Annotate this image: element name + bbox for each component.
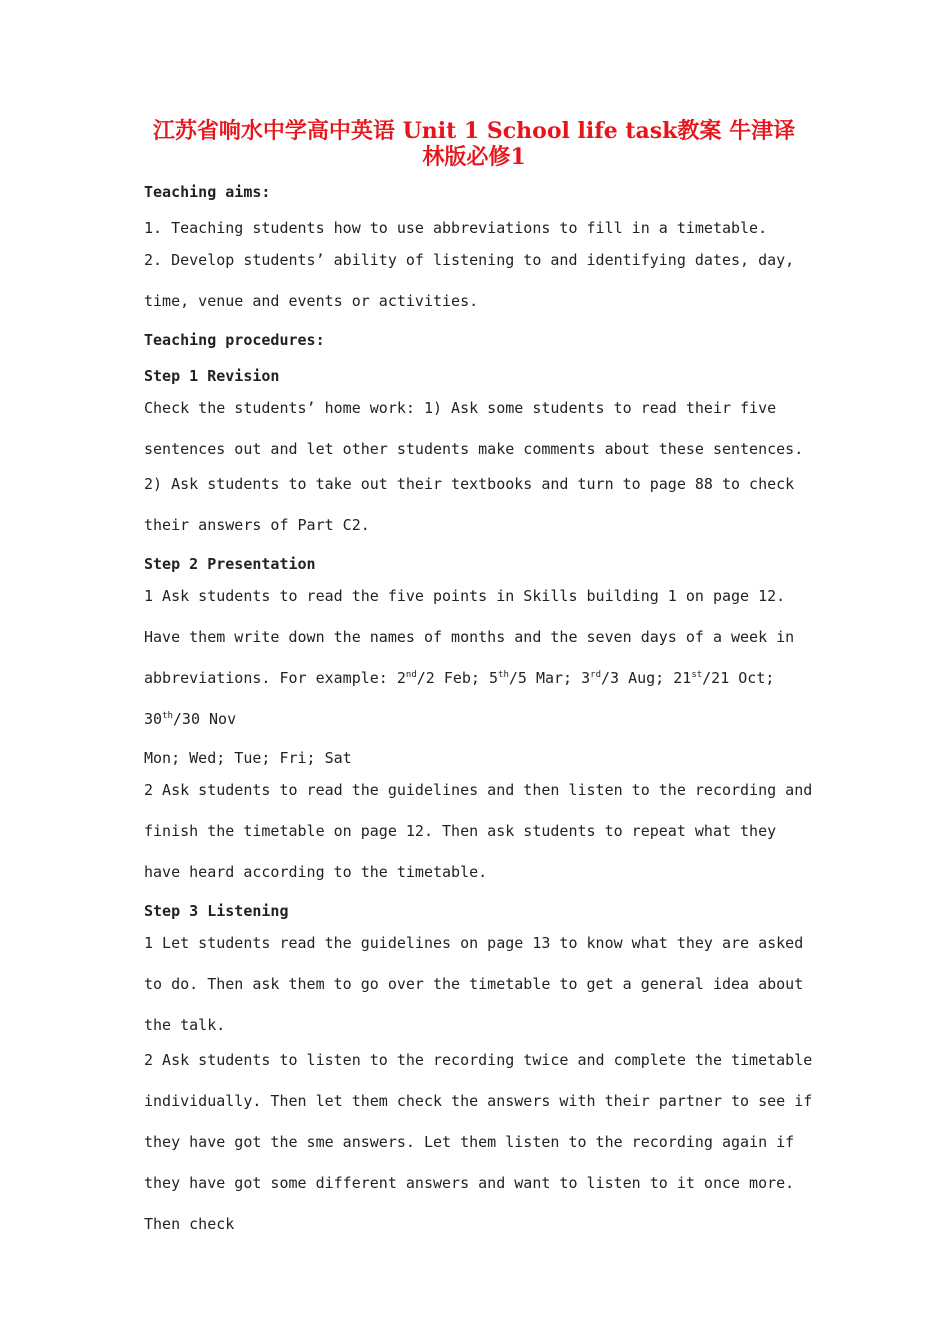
- date-abbreviation: /2 Feb;: [416, 669, 489, 687]
- date-number: 5: [489, 669, 499, 687]
- step-2-paragraph-1-text: 1 Ask students to read the five points in Skills building 1 on page 12. Have them write down the names of months and the seven days of a week in abbreviations. For example:: [144, 587, 795, 687]
- date-abbreviation: /21 Oct;: [702, 669, 775, 687]
- date-example: [144, 710, 236, 728]
- title-line-1: 江苏省响水中学高中英语 Unit 1 School life task教案 牛津译: [152, 118, 796, 144]
- step-3-paragraph-1: 1 Let students read the guidelines on page 13 to know what they are asked to do. Then ask them to go over the timetable to get a general idea about the talk.: [144, 934, 804, 1034]
- date-example: [673, 669, 774, 687]
- step-2-days: Mon; Wed; Tue; Fri; Sat: [144, 749, 352, 767]
- aim-1: 1. Teaching students how to use abbreviations to fill in a timetable.: [144, 219, 768, 237]
- date-abbreviation: /30 Nov: [172, 710, 237, 728]
- date-number: 21: [673, 669, 692, 687]
- date-suffix: th: [162, 711, 173, 721]
- document-page: [144, 118, 814, 1245]
- step-2-paragraph-1: [144, 576, 814, 740]
- procedures-heading: Teaching procedures:: [144, 331, 325, 349]
- aim-2: 2. Develop students’ ability of listening to and identifying dates, day, time, venue and events or activities.: [144, 251, 795, 310]
- document-title: [124, 118, 824, 170]
- step-1-paragraph-2: 2) Ask students to take out their textbooks and turn to page 88 to check their answers of Part C2.: [144, 475, 795, 534]
- date-example: [581, 669, 673, 687]
- title-line-2: 林版必修1: [422, 144, 526, 170]
- step-1-paragraph-1: Check the students’ home work: 1) Ask some students to read their five sentences out and let other students make comments about these sentences.: [144, 399, 804, 458]
- date-example: [397, 669, 489, 687]
- date-number: 30: [144, 710, 163, 728]
- date-number: 2: [396, 669, 406, 687]
- date-example: [489, 669, 581, 687]
- date-suffix: rd: [590, 670, 601, 680]
- date-suffix: th: [498, 670, 509, 680]
- step-3-paragraph-2: 2 Ask students to listen to the recording twice and complete the timetable individually. Then let them check the answers with their partner to see if they have got the sme answers. Let them listen to the recording again if they have got some different answers and want to listen to it once more. Then check: [144, 1051, 813, 1233]
- date-number: 3: [581, 669, 591, 687]
- date-abbreviation: /3 Aug;: [601, 669, 674, 687]
- step-2-paragraph-2: 2 Ask students to read the guidelines and then listen to the recording and finish the timetable on page 12. Then ask students to repeat what they have heard according to the timetable.: [144, 781, 813, 881]
- date-suffix: nd: [405, 670, 417, 680]
- date-suffix: st: [691, 670, 703, 680]
- step-3-heading: Step 3 Listening: [144, 902, 289, 920]
- step-1-heading: Step 1 Revision: [144, 367, 280, 385]
- step-2-heading: Step 2 Presentation: [144, 555, 316, 573]
- date-abbreviation: /5 Mar;: [508, 669, 582, 687]
- teaching-aims-heading: Teaching aims:: [144, 183, 271, 201]
